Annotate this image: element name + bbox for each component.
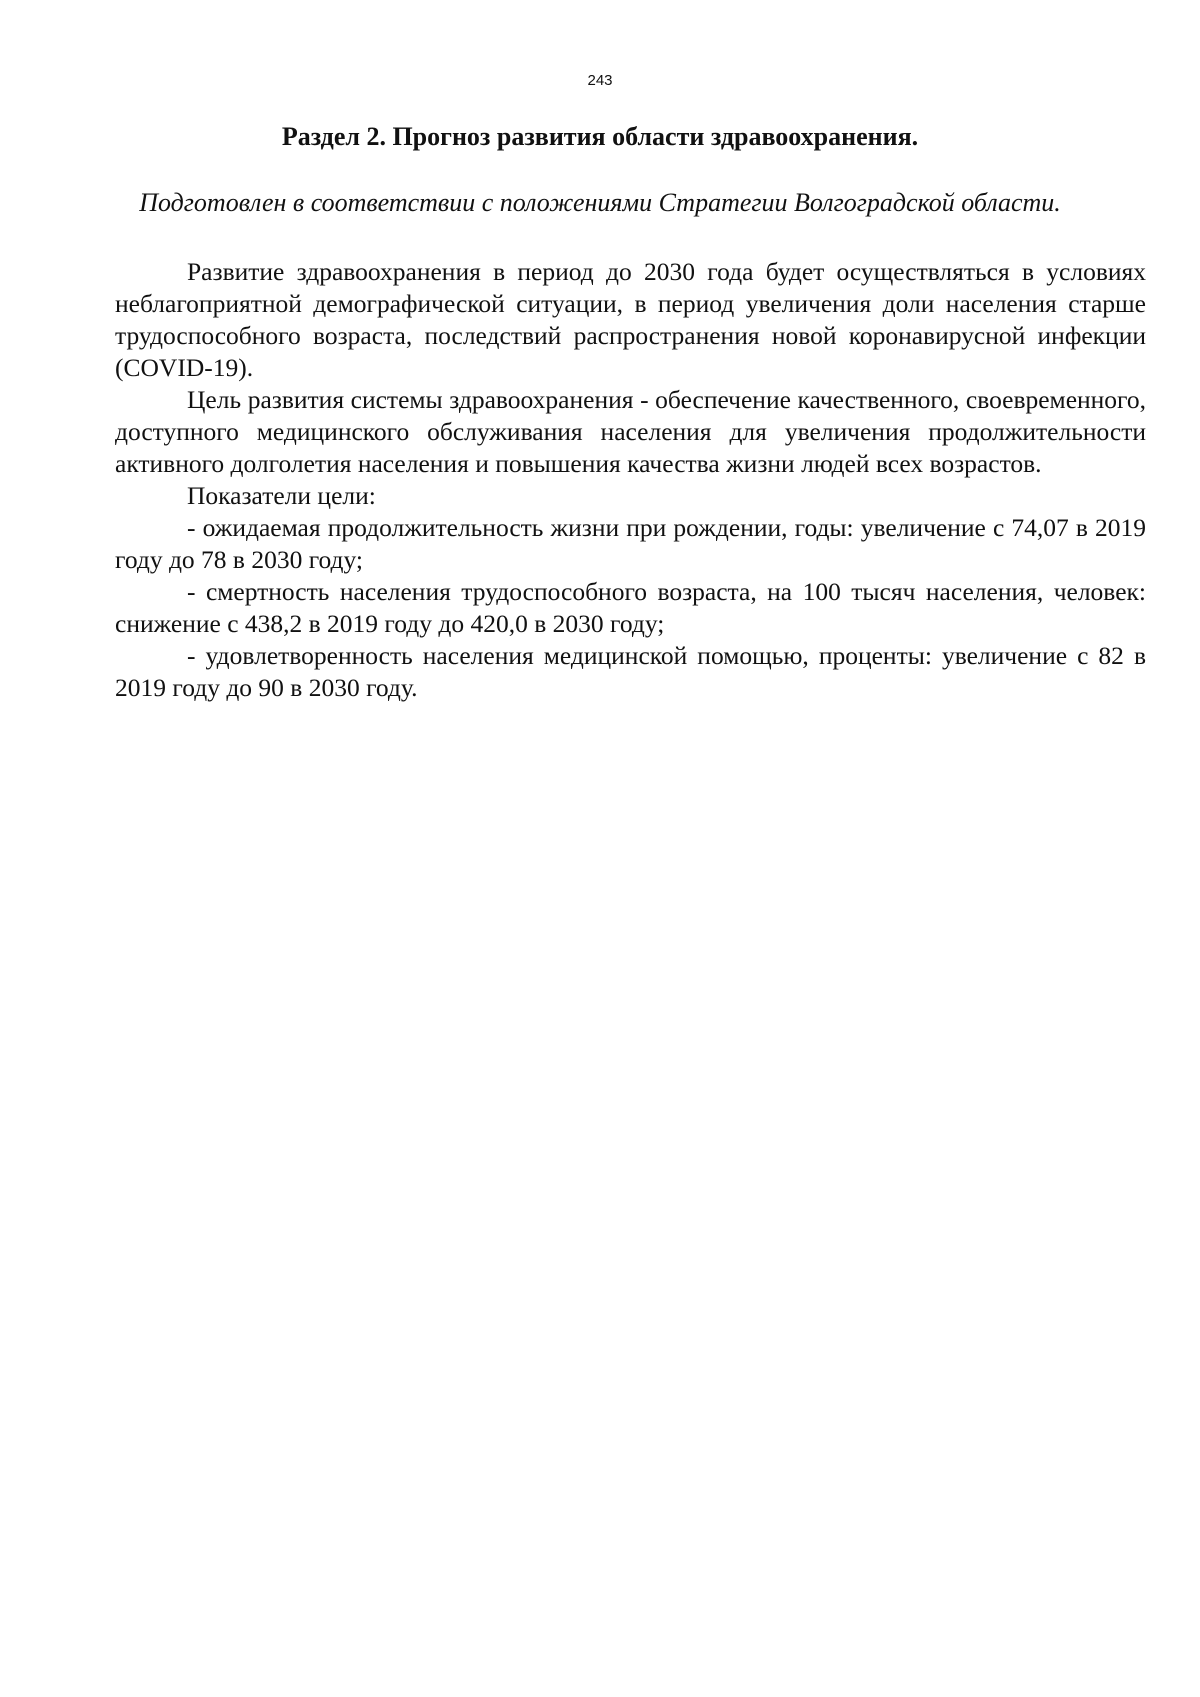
indicator-life-expectancy: - ожидаемая продолжительность жизни при рождении, годы: увеличение с 74,07 в 2019 году до 78 в 2030 году; bbox=[115, 513, 1146, 574]
section-subtitle: Подготовлен в соответствии с положениями Стратегии Волгоградской области. bbox=[139, 188, 1061, 217]
indicator-mortality: - смертность населения трудоспособного возраста, на 100 тысяч населения, человек: снижение с 438,2 в 2019 году до 420,0 в 2030 году; bbox=[115, 577, 1146, 638]
section-title: Раздел 2. Прогноз развития области здравоохранения. bbox=[281, 122, 919, 151]
paragraph-indicators-heading: Показатели цели: bbox=[187, 481, 376, 510]
paragraph-goal: Цель развития системы здравоохранения - обеспечение качественного, своевременного, доступного медицинского обслуживания населения для увеличения продолжительности активного долголетия населения и повышения качества жизни людей всех возрастов. bbox=[115, 385, 1146, 478]
body-text bbox=[115, 256, 1146, 704]
page-number: 243 bbox=[587, 72, 613, 89]
paragraph-context: Развитие здравоохранения в период до 2030 года будет осуществляться в условиях неблагоприятной демографической ситуации, в период увеличения доли населения старше трудоспособного возраста, последствий распространения новой коронавирусной инфекции (COVID-19). bbox=[115, 257, 1146, 382]
indicator-satisfaction: - удовлетворенность населения медицинской помощью, проценты: увеличение с 82 в 2019 году до 90 в 2030 году. bbox=[115, 641, 1146, 702]
